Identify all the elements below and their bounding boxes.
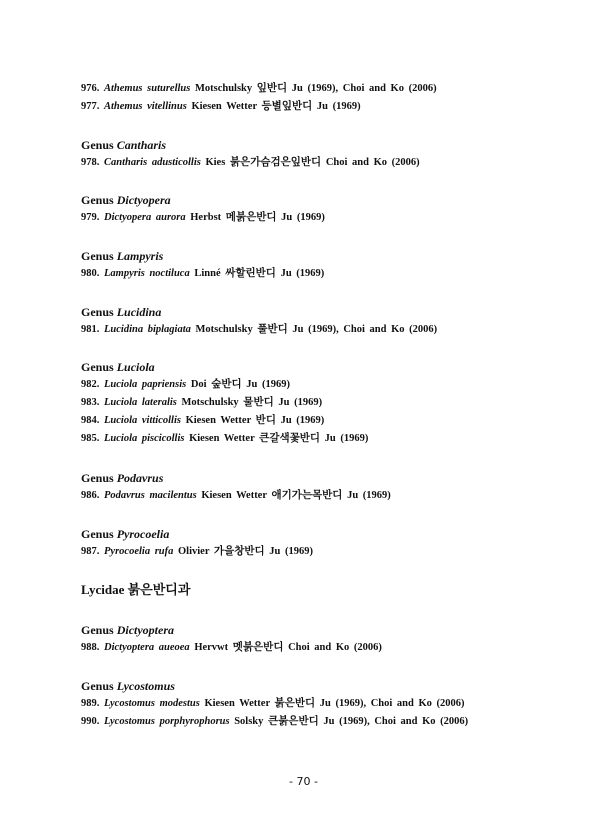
entry-981 xyxy=(81,323,437,337)
genus-heading-lucidina xyxy=(81,305,161,319)
species-name: Podavrus macilentus xyxy=(104,490,197,501)
genus-heading-dictyopera xyxy=(81,193,171,207)
entry-details: Linné 싸할린반디 Ju (1969) xyxy=(194,268,325,279)
entry-985 xyxy=(81,432,368,446)
genus-heading-dictyoptera xyxy=(81,623,174,637)
entry-983 xyxy=(81,396,322,410)
entry-details: Kiesen Wetter 애기가는목반디 Ju (1969) xyxy=(201,490,391,501)
entry-details: Olivier 가을창반디 Ju (1969) xyxy=(178,546,313,557)
entry-details: Kiesen Wetter 큰갈색꽃반디 Ju (1969) xyxy=(189,433,369,444)
entry-number: 989. xyxy=(81,698,100,709)
entry-details: Motschulsky 풀반디 Ju (1969), Choi and Ko (2006) xyxy=(195,324,438,335)
entry-number: 978. xyxy=(81,157,100,168)
entry-number: 985. xyxy=(81,433,100,444)
species-name: Luciola piscicollis xyxy=(104,433,185,444)
entry-978 xyxy=(81,156,420,170)
family-heading-lycidae: Lycidae 붉은반디과 xyxy=(81,582,191,597)
species-name: Luciola vitticollis xyxy=(104,415,181,426)
species-name: Lycostomus porphyrophorus xyxy=(104,716,230,727)
entry-details: Solsky 큰붉은반디 Ju (1969), Choi and Ko (2006) xyxy=(234,716,469,727)
species-name: Cantharis adusticollis xyxy=(104,157,201,168)
species-name: Lycostomus modestus xyxy=(104,698,200,709)
genus-name: Pyrocoelia xyxy=(116,527,170,541)
species-name: Pyrocoelia rufa xyxy=(104,546,174,557)
entry-980 xyxy=(81,267,324,281)
genus-name: Lampyris xyxy=(116,249,164,263)
entry-976 xyxy=(81,82,437,96)
genus-label: Genus xyxy=(81,623,114,637)
species-name: Dictyoptera aueoea xyxy=(104,642,190,653)
entry-984 xyxy=(81,414,324,428)
entry-number: 981. xyxy=(81,324,100,335)
genus-name: Cantharis xyxy=(116,138,167,152)
genus-name: Dictyoptera xyxy=(116,623,175,637)
species-name: Dictyopera aurora xyxy=(104,212,186,223)
entry-details: Doi 숲반디 Ju (1969) xyxy=(190,379,290,390)
genus-name: Dictyopera xyxy=(116,193,171,207)
entry-982 xyxy=(81,378,290,392)
genus-name: Luciola xyxy=(116,360,155,374)
entry-987 xyxy=(81,545,313,559)
species-name: Luciola lateralis xyxy=(104,397,177,408)
page-number: - 70 - xyxy=(289,775,318,788)
entry-details: Motschulsky 잎반디 Ju (1969), Choi and Ko (2006) xyxy=(194,83,437,94)
genus-label: Genus xyxy=(81,249,114,263)
entry-details: Kiesen Wetter 붉은반디 Ju (1969), Choi and Ko (2006) xyxy=(204,698,465,709)
entry-number: 987. xyxy=(81,546,100,557)
genus-label: Genus xyxy=(81,305,114,319)
genus-label: Genus xyxy=(81,471,114,485)
genus-label: Genus xyxy=(81,679,114,693)
genus-heading-pyrocoelia xyxy=(81,527,169,541)
entry-number: 980. xyxy=(81,268,100,279)
entry-989 xyxy=(81,697,465,711)
genus-label: Genus xyxy=(81,138,114,152)
entry-number: 988. xyxy=(81,642,100,653)
genus-heading-luciola xyxy=(81,360,155,374)
entry-number: 984. xyxy=(81,415,100,426)
genus-heading-lampyris xyxy=(81,249,163,263)
entry-details: Motschulsky 물반디 Ju (1969) xyxy=(181,397,323,408)
entry-number: 986. xyxy=(81,490,100,501)
entry-number: 983. xyxy=(81,397,100,408)
entry-details: Kiesen Wetter 등별잎반디 Ju (1969) xyxy=(191,101,361,112)
entry-number: 982. xyxy=(81,379,100,390)
genus-heading-podavrus xyxy=(81,471,163,485)
entry-990 xyxy=(81,715,468,729)
entry-number: 990. xyxy=(81,716,100,727)
entry-988 xyxy=(81,641,382,655)
species-name: Lampyris noctiluca xyxy=(104,268,190,279)
entry-details: Hervwt 멧붉은반디 Choi and Ko (2006) xyxy=(194,642,382,653)
entry-977 xyxy=(81,100,361,114)
genus-label: Genus xyxy=(81,527,114,541)
genus-label: Genus xyxy=(81,193,114,207)
entry-number: 977. xyxy=(81,101,100,112)
entry-details: Herbst 메붉은반디 Ju (1969) xyxy=(190,212,325,223)
genus-name: Lucidina xyxy=(116,305,162,319)
entry-number: 979. xyxy=(81,212,100,223)
entry-979 xyxy=(81,211,325,225)
genus-heading-cantharis xyxy=(81,138,166,152)
entry-number: 976. xyxy=(81,83,100,94)
genus-label: Genus xyxy=(81,360,114,374)
species-name: Lucidina biplagiata xyxy=(104,324,191,335)
entry-details: Kies 붉은가슴검은잎반디 Choi and Ko (2006) xyxy=(205,157,420,168)
species-name: Luciola papriensis xyxy=(104,379,187,390)
genus-name: Podavrus xyxy=(116,471,164,485)
genus-heading-lycostomus xyxy=(81,679,175,693)
species-name: Athemus vitellinus xyxy=(104,101,187,112)
entry-details: Kiesen Wetter 반디 Ju (1969) xyxy=(185,415,325,426)
species-name: Athemus suturellus xyxy=(104,83,191,94)
entry-986 xyxy=(81,489,391,503)
genus-name: Lycostomus xyxy=(116,679,175,693)
